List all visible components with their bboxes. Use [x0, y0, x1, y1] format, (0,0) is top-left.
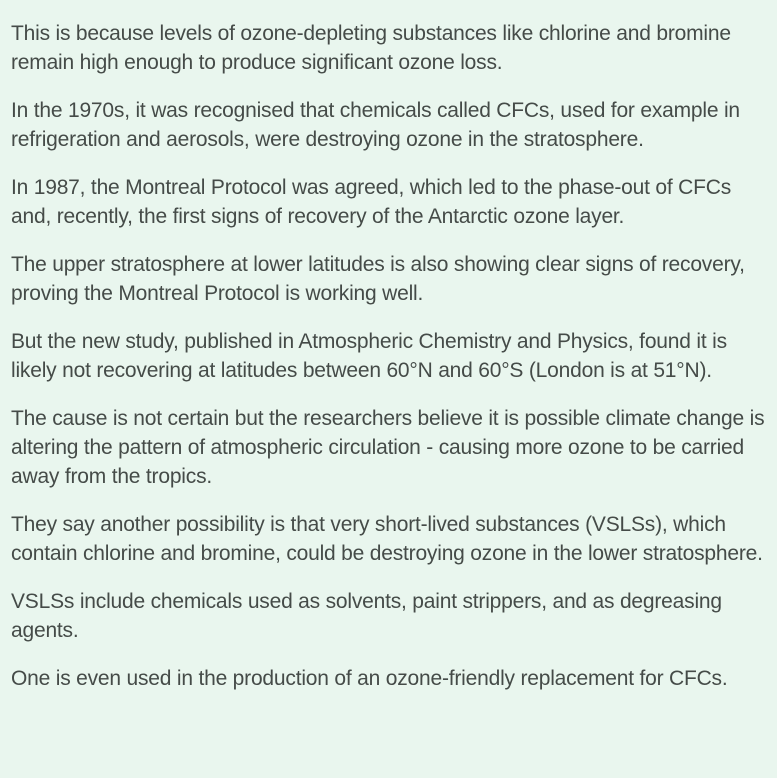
paragraph: In 1987, the Montreal Protocol was agreed, which led to the phase-out of CFCs and, recently, the first signs of recovery of the Antarctic ozone layer. — [11, 176, 732, 228]
paragraph: In the 1970s, it was recognised that chemicals called CFCs, used for example in refrigeration and aerosols, were destroying ozone in the stratosphere. — [11, 99, 740, 151]
paragraph: But the new study, published in Atmospheric Chemistry and Physics, found it is likely not recovering at latitudes between 60°N and 60°S (London is at 51°N). — [11, 330, 727, 382]
paragraph: They say another possibility is that very short-lived substances (VSLSs), which contain chlorine and bromine, could be destroying ozone in the lower stratosphere. — [11, 513, 763, 565]
paragraph: VSLSs include chemicals used as solvents, paint strippers, and as degreasing agents. — [11, 590, 722, 642]
paragraph: One is even used in the production of an ozone-friendly replacement for CFCs. — [11, 667, 728, 690]
paragraph: The upper stratosphere at lower latitudes is also showing clear signs of recovery, proving the Montreal Protocol is working well. — [11, 253, 745, 305]
paragraph: This is because levels of ozone-depleting substances like chlorine and bromine remain high enough to produce significant ozone loss. — [11, 22, 731, 74]
paragraph: The cause is not certain but the researchers believe it is possible climate change is altering the pattern of atmospheric circulation - causing more ozone to be carried away from the tropics. — [11, 407, 765, 488]
